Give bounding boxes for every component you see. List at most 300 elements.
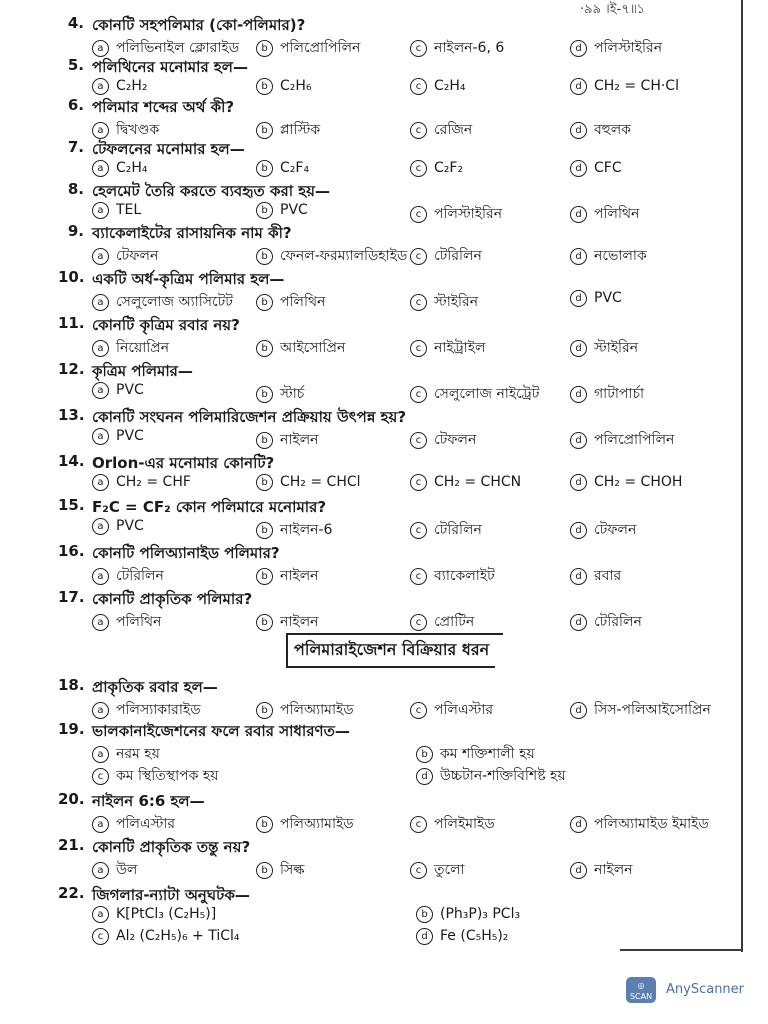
options-row — [58, 118, 738, 140]
option-marker: c — [410, 386, 427, 403]
option-marker: b — [256, 122, 273, 139]
question-number: 18. — [58, 676, 85, 694]
question-header — [58, 268, 738, 290]
question-text: F₂C = CF₂ কোন পলিমারে মনোমার? — [92, 498, 327, 516]
options-row — [58, 518, 738, 540]
question-number: 5. — [67, 56, 84, 74]
question-number: 17. — [58, 588, 85, 606]
question-text: জিগলার-ন্যাটা অনুঘটক— — [92, 886, 250, 904]
options-row — [58, 564, 738, 586]
option-d — [570, 518, 636, 542]
option-b — [256, 812, 354, 836]
option-marker: c — [410, 614, 427, 631]
option-text: CH₂ = CHOH — [594, 474, 683, 490]
option-d — [570, 564, 621, 588]
question-text: কোনটি পলিঅ্যানাইড পলিমার? — [92, 544, 280, 562]
option-text: নাইলন-6 — [280, 522, 333, 538]
option-b — [256, 518, 332, 542]
option-marker: a — [92, 614, 109, 631]
question-item — [58, 14, 738, 58]
option-text: পলিঅ্যামাইড — [280, 702, 354, 718]
option-marker: a — [92, 862, 109, 879]
option-text: পলিপ্রোপিলিন — [280, 40, 361, 56]
option-a — [92, 610, 161, 634]
question-text: টেফলনের মনোমার হল— — [92, 140, 245, 158]
option-text: নাইলন — [280, 432, 319, 448]
option-text: CH₂ = CH·Cl — [594, 78, 679, 94]
option-text: C₂F₂ — [434, 160, 464, 176]
options-row — [58, 160, 738, 182]
option-marker: b — [256, 386, 273, 403]
option-b — [256, 564, 319, 588]
option-b — [256, 610, 319, 634]
question-number: 9. — [67, 222, 84, 240]
option-a — [92, 564, 164, 588]
option-c — [410, 610, 474, 634]
option-marker: b — [256, 702, 273, 719]
option-text: উল — [116, 862, 138, 878]
question-header — [58, 884, 738, 906]
option-text: পলিথিন — [594, 206, 640, 222]
option-text: দ্বিখণ্ডক — [116, 122, 160, 138]
option-text: নাইলন-6, 6 — [434, 40, 505, 56]
option-a — [92, 428, 144, 445]
option-marker: c — [410, 206, 427, 223]
option-text: পলিস্টাইরিন — [594, 40, 663, 56]
option-a — [92, 698, 201, 722]
option-text: Al₂ (C₂H₅)₆ + TiCl₄ — [116, 928, 240, 944]
options-row — [58, 698, 738, 720]
option-b — [416, 742, 535, 766]
option-b — [256, 858, 305, 882]
option-marker: a — [92, 122, 109, 139]
option-text: পলিথিন — [280, 294, 326, 310]
option-marker: b — [256, 78, 273, 95]
option-a — [92, 160, 148, 177]
option-text: টেফলন — [434, 432, 477, 448]
scan-logo-icon: ◎ SCAN — [626, 977, 656, 1003]
question-item — [58, 314, 738, 358]
option-a — [92, 382, 144, 399]
scanner-brand: AnyScanner — [666, 982, 745, 997]
question-text: একটি অর্ধ-কৃত্রিম পলিমার হল— — [92, 270, 285, 288]
option-d — [570, 336, 638, 360]
question-header — [58, 720, 738, 742]
option-marker: a — [92, 78, 109, 95]
option-text: আইসোপ্রিন — [280, 340, 346, 356]
question-number: 13. — [58, 406, 85, 424]
option-b — [256, 160, 309, 177]
option-marker: a — [92, 568, 109, 585]
option-text: রেজিন — [434, 122, 473, 138]
option-text: (Ph₃P)₃ PCl₃ — [440, 906, 521, 922]
option-a — [92, 858, 137, 882]
option-marker: d — [570, 290, 587, 307]
option-a — [92, 742, 160, 766]
options-row — [58, 202, 738, 224]
question-item — [58, 588, 738, 632]
question-item — [58, 56, 738, 100]
option-text: K[PtCl₃ (C₂H₅)] — [116, 906, 217, 922]
question-item — [58, 542, 738, 586]
option-c — [92, 928, 240, 945]
option-text: স্টাইরিন — [594, 340, 639, 356]
option-a — [92, 812, 175, 836]
question-number: 12. — [58, 360, 85, 378]
question-number: 6. — [67, 96, 84, 114]
question-number: 11. — [58, 314, 85, 332]
question-number: 20. — [58, 790, 85, 808]
question-text: পলিথিনের মনোমার হল— — [92, 58, 248, 76]
option-marker: d — [570, 614, 587, 631]
option-text: পলিঅ্যামাইড — [280, 816, 354, 832]
question-item — [58, 452, 738, 496]
option-text: পলিইমাইড — [434, 816, 495, 832]
options-row — [58, 906, 738, 928]
option-a — [92, 474, 191, 491]
option-a — [92, 78, 148, 95]
question-item — [58, 222, 738, 266]
option-marker: d — [570, 816, 587, 833]
question-item — [58, 268, 738, 312]
option-text: বহুলক — [594, 122, 631, 138]
option-marker: c — [410, 340, 427, 357]
option-marker: d — [570, 340, 587, 357]
option-text: নভোলাক — [594, 248, 647, 264]
option-marker: a — [92, 382, 109, 399]
options-row — [58, 742, 738, 764]
option-marker: d — [570, 862, 587, 879]
option-marker: b — [256, 568, 273, 585]
option-marker: b — [416, 746, 433, 763]
option-a — [92, 290, 233, 314]
option-marker: d — [570, 386, 587, 403]
question-header — [58, 496, 738, 518]
option-d — [570, 698, 711, 722]
question-number: 7. — [67, 138, 84, 156]
option-b — [256, 698, 354, 722]
option-text: পলিএস্টার — [116, 816, 176, 832]
option-text: পলিস্যাকারাইড — [116, 702, 201, 718]
question-item — [58, 180, 738, 224]
option-marker: c — [410, 568, 427, 585]
question-header — [58, 676, 738, 698]
option-marker: c — [410, 432, 427, 449]
option-c — [410, 244, 482, 268]
question-number: 15. — [58, 496, 85, 514]
option-a — [92, 202, 141, 219]
option-marker: b — [256, 474, 273, 491]
option-marker: c — [410, 862, 427, 879]
option-marker: b — [256, 340, 273, 357]
question-text: ব্যাকেলাইটের রাসায়নিক নাম কী? — [92, 224, 292, 242]
option-text: সিল্ক — [280, 862, 305, 878]
option-text: টেফলন — [594, 522, 637, 538]
option-text: কম স্থিতিস্থাপক হয় — [116, 768, 219, 784]
question-header — [58, 790, 738, 812]
options-row — [58, 382, 738, 404]
options-row — [58, 610, 738, 632]
option-text: সেলুলোজ অ্যাসিটেট — [116, 294, 233, 310]
option-c — [92, 764, 218, 788]
question-text: ভালকানাইজেশনের ফলে রবার সাধারণত— — [92, 722, 350, 740]
option-text: ব্যাকেলাইট — [434, 568, 495, 584]
option-marker: d — [570, 432, 587, 449]
option-marker: c — [410, 702, 427, 719]
question-item — [58, 676, 738, 720]
option-c — [410, 336, 485, 360]
question-header — [58, 360, 738, 382]
option-marker: a — [92, 428, 109, 445]
question-text: প্রাকৃতিক রবার হল— — [92, 678, 218, 696]
question-item — [58, 790, 738, 834]
option-a — [92, 518, 144, 535]
question-text: কোনটি সহপলিমার (কো-পলিমার)? — [92, 16, 306, 34]
question-item — [58, 138, 738, 182]
option-marker: d — [416, 768, 433, 785]
option-text: স্টাইরিন — [434, 294, 479, 310]
options-row — [58, 428, 738, 450]
question-header — [58, 314, 738, 336]
option-marker: a — [92, 340, 109, 357]
options-row — [58, 764, 738, 786]
option-text: পলিস্টাইরিন — [434, 206, 503, 222]
question-text: কোনটি সংঘনন পলিমারিজেশন প্রক্রিয়ায় উৎপন্ন হয়? — [92, 408, 407, 426]
option-marker: d — [570, 122, 587, 139]
option-text: C₂H₂ — [116, 78, 148, 94]
option-text: Fe (C₅H₅)₂ — [440, 928, 509, 944]
option-d — [570, 610, 642, 634]
option-text: তুলো — [434, 862, 465, 878]
option-b — [256, 336, 345, 360]
option-text: টেরিলিন — [434, 248, 482, 264]
option-text: C₂H₄ — [116, 160, 148, 176]
option-marker: c — [410, 122, 427, 139]
option-b — [256, 474, 361, 491]
question-text: কৃত্রিম পলিমার— — [92, 362, 193, 380]
option-text: ফেনল-ফরম্যালডিহাইড — [280, 248, 408, 264]
option-a — [92, 906, 216, 923]
option-b — [256, 78, 312, 95]
option-marker: b — [256, 614, 273, 631]
question-header — [58, 180, 738, 202]
question-text: Orlon-এর মনোমার কোনটি? — [92, 454, 275, 472]
option-text: C₂H₆ — [280, 78, 312, 94]
option-marker: c — [410, 474, 427, 491]
option-marker: a — [92, 746, 109, 763]
option-text: স্টার্চ — [280, 386, 305, 402]
option-text: CH₂ = CHF — [116, 474, 191, 490]
option-marker: c — [410, 40, 427, 57]
option-d — [570, 244, 647, 268]
option-marker: a — [92, 518, 109, 535]
option-text: PVC — [116, 428, 144, 444]
option-b — [256, 202, 308, 219]
page-border-right — [741, 0, 743, 952]
question-number: 4. — [67, 14, 84, 32]
option-text: পলিঅ্যামাইড ইমাইড — [594, 816, 709, 832]
option-marker: a — [92, 294, 109, 311]
option-text: C₂H₄ — [434, 78, 466, 94]
option-text: নরম হয় — [116, 746, 160, 762]
option-marker: d — [570, 568, 587, 585]
option-marker: c — [410, 522, 427, 539]
question-item — [58, 496, 738, 540]
option-b — [256, 382, 304, 406]
question-item — [58, 96, 738, 140]
question-text: কোনটি প্রাকৃতিক তন্তু নয়? — [92, 838, 251, 856]
option-d — [570, 428, 674, 452]
option-a — [92, 336, 169, 360]
option-text: উচ্চটান-শক্তিবিশিষ্ট হয় — [440, 768, 566, 784]
option-c — [410, 160, 463, 177]
option-c — [410, 382, 539, 406]
options-row — [58, 928, 738, 950]
option-c — [410, 812, 495, 836]
option-text: পলিভিনাইল ক্লোরাইড — [116, 40, 240, 56]
option-marker: c — [410, 78, 427, 95]
option-c — [410, 474, 521, 491]
option-b — [256, 290, 325, 314]
option-marker: b — [256, 160, 273, 177]
options-row — [58, 812, 738, 834]
question-text: কোনটি কৃত্রিম রবার নয়? — [92, 316, 240, 334]
option-marker: b — [256, 862, 273, 879]
option-text: TEL — [116, 202, 142, 218]
option-text: CH₂ = CHCN — [434, 474, 522, 490]
option-c — [410, 290, 478, 314]
option-c — [410, 78, 466, 95]
question-header — [58, 222, 738, 244]
question-header — [58, 836, 738, 858]
option-marker: b — [256, 432, 273, 449]
option-a — [92, 244, 158, 268]
question-header — [58, 14, 738, 36]
option-text: কম শক্তিশালী হয় — [440, 746, 535, 762]
options-row — [58, 858, 738, 880]
option-c — [410, 564, 495, 588]
option-marker: c — [410, 248, 427, 265]
option-text: PVC — [594, 290, 622, 306]
option-text: গাটাপার্চা — [594, 386, 645, 402]
option-marker: a — [92, 816, 109, 833]
option-text: PVC — [280, 202, 308, 218]
option-text: নাইলন — [280, 568, 319, 584]
option-d — [570, 382, 644, 406]
option-d — [416, 764, 566, 788]
option-marker: d — [570, 522, 587, 539]
question-header — [58, 588, 738, 610]
option-text: সিস-পলিআইসোপ্রিন — [594, 702, 711, 718]
option-marker: b — [256, 202, 273, 219]
option-marker: b — [256, 816, 273, 833]
option-marker: a — [92, 160, 109, 177]
option-marker: a — [92, 248, 109, 265]
option-marker: d — [570, 474, 587, 491]
options-row — [58, 336, 738, 358]
option-text: টেরিলিন — [434, 522, 482, 538]
question-text: হেলমেট তৈরি করতে ব্যবহৃত করা হয়— — [92, 182, 331, 200]
option-marker: c — [410, 160, 427, 177]
option-marker: c — [92, 768, 109, 785]
option-marker: b — [256, 40, 273, 57]
option-marker: d — [570, 248, 587, 265]
option-d — [570, 78, 679, 95]
option-d — [416, 928, 508, 945]
option-text: নিয়োপ্রিন — [116, 340, 170, 356]
option-marker: b — [256, 294, 273, 311]
option-d — [570, 812, 709, 836]
option-d — [570, 858, 633, 882]
page-corner-mark: ·৯৯ ।ই-৭।৷১ — [580, 2, 645, 17]
option-text: টেফলন — [116, 248, 159, 264]
option-d — [570, 160, 622, 177]
option-text: প্রোটিন — [434, 614, 475, 630]
option-text: পলিথিন — [116, 614, 162, 630]
option-text: CFC — [594, 160, 622, 176]
option-text: নাইট্রাইল — [434, 340, 486, 356]
option-marker: d — [570, 78, 587, 95]
question-item — [58, 406, 738, 450]
options-row — [58, 474, 738, 496]
question-header — [58, 452, 738, 474]
question-number: 22. — [58, 884, 85, 902]
question-text: পলিমার শব্দের অর্থ কী? — [92, 98, 235, 116]
option-marker: d — [570, 206, 587, 223]
question-item — [58, 360, 738, 404]
options-row — [58, 244, 738, 266]
option-b — [416, 906, 520, 923]
option-marker: d — [570, 702, 587, 719]
option-c — [410, 518, 482, 542]
option-d — [570, 474, 682, 491]
option-text: C₂F₄ — [280, 160, 310, 176]
option-marker: d — [570, 160, 587, 177]
options-row — [58, 290, 738, 312]
question-text: নাইলন 6:6 হল— — [92, 792, 205, 810]
option-text: সেলুলোজ নাইট্রেট — [434, 386, 540, 402]
question-number: 14. — [58, 452, 85, 470]
option-c — [410, 858, 465, 882]
option-marker: a — [92, 40, 109, 57]
options-row — [58, 36, 738, 58]
option-marker: c — [92, 928, 109, 945]
option-text: টেরিলিন — [594, 614, 642, 630]
option-marker: b — [256, 522, 273, 539]
question-number: 10. — [58, 268, 85, 286]
question-item — [58, 884, 738, 950]
option-text: রবার — [594, 568, 622, 584]
option-marker: d — [570, 40, 587, 57]
option-text: পলিএস্টার — [434, 702, 494, 718]
question-header — [58, 406, 738, 428]
option-text: নাইলন — [594, 862, 633, 878]
option-c — [410, 428, 476, 452]
question-item — [58, 720, 738, 786]
option-text: টেরিলিন — [116, 568, 164, 584]
option-text: PVC — [116, 382, 144, 398]
question-header — [58, 542, 738, 564]
option-b — [256, 428, 319, 452]
question-item — [58, 836, 738, 880]
option-marker: a — [92, 702, 109, 719]
option-text: CH₂ = CHCl — [280, 474, 361, 490]
question-number: 19. — [58, 720, 85, 738]
option-marker: d — [416, 928, 433, 945]
option-text: PVC — [116, 518, 144, 534]
question-text: কোনটি প্রাকৃতিক পলিমার? — [92, 590, 253, 608]
option-d — [570, 290, 622, 307]
